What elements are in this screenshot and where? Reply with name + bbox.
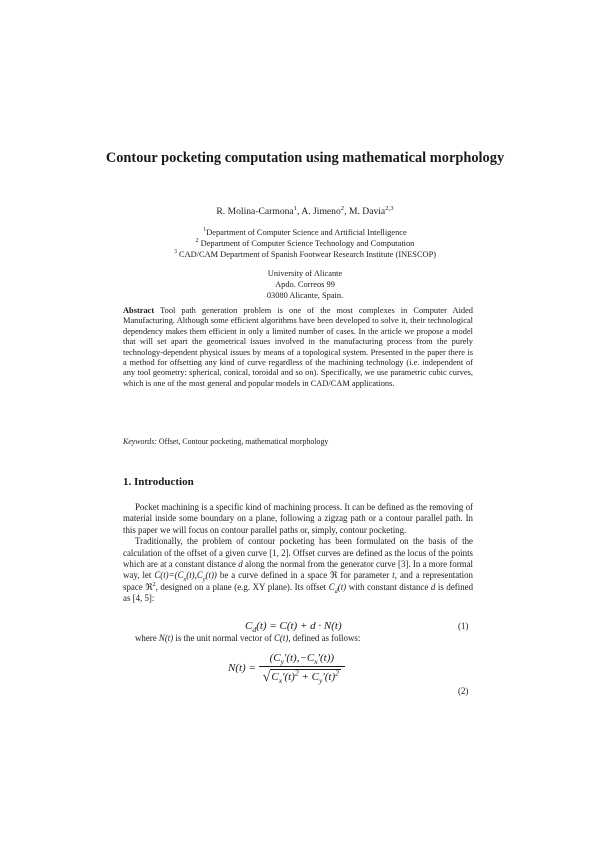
text-run: Traditionally, the problem of contour pocketing has been formulated on the basis of the calculation of the offset of a given curve [1, 2]. Offset curves are defined as the locus of the points which are at a constant distance	[123, 536, 473, 570]
affiliation	[100, 227, 510, 238]
equation-2	[228, 651, 345, 685]
author-affiliation-mark: 1	[293, 204, 298, 212]
institution-address	[100, 268, 510, 302]
paragraph: Pocket machining is a specific kind of machining process. It can be defined as the removing of material inside some boundary on a plane, following a zigzag path or a contour parallel path. In this paper we will focus on contour parallel paths or, simply, contour pocketing.	[123, 502, 473, 535]
math-sub: x	[314, 657, 318, 667]
author-name: M. Davia	[348, 206, 386, 217]
author-affiliation-mark: 2,3	[385, 204, 394, 212]
text-run: with constant distance	[346, 581, 431, 592]
fraction	[259, 651, 345, 685]
math-run: (t)	[337, 581, 347, 592]
text-run: where	[135, 633, 159, 643]
keywords-label: Keywords:	[123, 437, 157, 446]
address-line: 03080 Alicante, Spain.	[266, 291, 344, 301]
keywords	[123, 437, 473, 447]
author-affiliation-mark: 2	[340, 204, 345, 212]
math-run: C	[245, 620, 253, 632]
math-sub: x	[183, 576, 187, 584]
math-sub: y	[318, 676, 323, 686]
affiliation-number: 3	[173, 249, 177, 256]
body-text	[123, 633, 473, 644]
math-sub: y	[202, 576, 206, 584]
math-inline	[328, 581, 347, 595]
paragraph	[123, 536, 473, 604]
math-sup: 2	[294, 668, 299, 678]
equation-1	[245, 619, 342, 633]
body-text	[123, 502, 473, 605]
author-list	[100, 206, 510, 218]
fraction-denominator	[259, 667, 345, 685]
math-inline	[154, 570, 217, 584]
text-run: , defined as follows:	[288, 633, 361, 643]
math-var: t	[392, 570, 395, 581]
math-sub: d	[334, 587, 338, 595]
author-separator: ,	[344, 206, 349, 217]
sqrt-radicand	[270, 669, 341, 684]
text-run: is defined as [4, 5]:	[123, 581, 474, 604]
affiliation	[100, 238, 510, 249]
text-run: is the unit normal vector of	[173, 633, 275, 643]
math-var: d	[238, 559, 243, 570]
math-run: '(t)	[322, 671, 336, 683]
math-run: (t),C	[186, 570, 203, 581]
math-sub: x	[278, 676, 283, 686]
math-run: (C	[269, 652, 281, 664]
author-name: R. Molina-Carmona	[216, 206, 294, 217]
math-run: (t))	[205, 570, 217, 581]
text-run: along the normal from the generator curve [3]. In a more formal way, let	[123, 559, 473, 581]
affiliation-number: 2	[195, 238, 199, 245]
math-run: + C	[298, 671, 319, 683]
author-name: A. Jimeno	[301, 206, 341, 217]
section-heading: 1. Introduction	[123, 476, 194, 488]
math-run: C	[271, 671, 279, 683]
text-run: , and a representation space ℜ	[123, 570, 473, 592]
address-line: University of Alicante	[267, 269, 343, 278]
math-run: N(t) =	[228, 662, 259, 674]
abstract-text: Tool path generation problem is one of the most complexes in Computer Aided Manufacturing. Although some efficient algorithms have been developed to solve it, their technological dependency makes them efficient in only a limited number of cases. In the article we propose a model that will set apart the geometrical issues involved in the manufacturing process from the purely technology-dependent physical issues by means of a topological system. Presented in the paper there is a method for offsetting any kind of curve regardless of the machining technology (i.e. independent of any tool geometry: spherical, conical, toroidal and so on). Specifically, we use parametric cubic curves, which is one of the most general and popular models in CAD/CAM applications.	[123, 306, 473, 388]
fraction-numerator	[259, 651, 345, 667]
affiliation-number: 1	[203, 227, 207, 234]
paper-title: Contour pocketing computation using mathematical morphology	[105, 150, 505, 166]
affiliation-list	[100, 227, 510, 260]
affiliation-text: CAD/CAM Department of Spanish Footwear Research Institute (INESCOP)	[179, 250, 437, 259]
math-var: d	[430, 581, 436, 592]
sqrt-icon: √	[262, 670, 271, 685]
math-run: C	[328, 581, 335, 592]
affiliation-text: Department of Computer Science and Artificial Intelligence	[206, 228, 407, 237]
math-sup: 2	[152, 580, 156, 588]
text-run: , designed on a plane (e.g. XY plane). Its offset	[155, 581, 329, 592]
math-run: (t) = C(t) + d · N(t)	[256, 620, 342, 632]
math-run: '(t))	[317, 652, 335, 664]
author-separator: ,	[297, 206, 302, 217]
paragraph	[123, 633, 473, 644]
math-run: '(t)	[282, 671, 295, 683]
math-var: C(t)	[274, 633, 289, 643]
abstract	[123, 306, 473, 389]
math-var: N(t)	[158, 633, 174, 643]
affiliation	[100, 249, 510, 260]
math-sub: d	[252, 625, 257, 635]
math-sup: 2	[335, 668, 339, 678]
equation-number: (1)	[458, 621, 469, 631]
address-line: Apdo. Correos 99	[275, 280, 335, 290]
math-sub: y	[280, 657, 284, 667]
keywords-text: Offset, Contour pocketing, mathematical morphology	[158, 437, 329, 446]
math-run: C(t)=(C	[154, 570, 184, 581]
text-run: be a curve defined in a space ℜ for parameter	[216, 570, 393, 581]
equation-number: (2)	[458, 686, 469, 696]
abstract-label: Abstract	[123, 306, 155, 315]
affiliation-text: Department of Computer Science Technology and Computation	[200, 239, 415, 248]
math-run: '(t),−C	[283, 652, 315, 664]
